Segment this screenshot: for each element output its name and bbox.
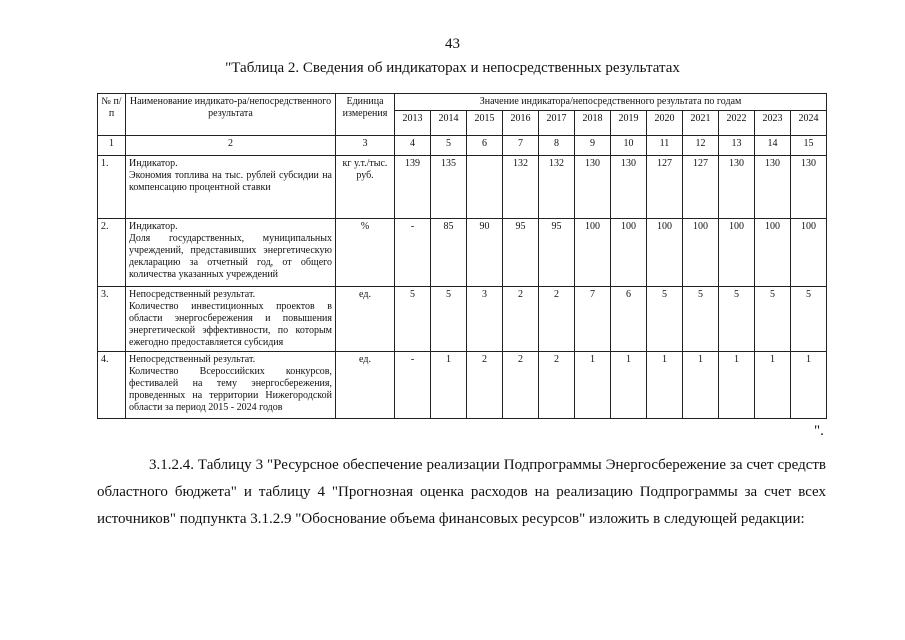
- table-row: [98, 352, 827, 419]
- row-value: -: [395, 219, 431, 287]
- column-number: 12: [683, 136, 719, 156]
- row-value: -: [395, 352, 431, 419]
- body-paragraph: 3.1.2.4. Таблицу 3 "Ресурсное обеспечение реализации Подпрограммы Энергосбережение за счет средств областного бюджета" и таблицу 4 "Прогнозная оценка расходов на реализацию Подпрограммы за счет всех источников" подпункта 3.1.2.9 "Обоснование объема финансовых ресурсов" изложить в следующей редакции:: [97, 457, 826, 527]
- column-number: 6: [467, 136, 503, 156]
- column-number: 10: [611, 136, 647, 156]
- row-unit: %: [336, 219, 395, 287]
- row-value: 130: [575, 156, 611, 219]
- row-value: 132: [503, 156, 539, 219]
- column-number: 8: [539, 136, 575, 156]
- closing-quote: ".: [814, 423, 824, 439]
- row-value: 85: [431, 219, 467, 287]
- row-name-line: Индикатор.: [129, 221, 178, 232]
- column-number: 7: [503, 136, 539, 156]
- column-number: 15: [791, 136, 827, 156]
- row-value: 5: [791, 287, 827, 352]
- row-name-line: Доля государственных, муниципальных учреждений, представивших энергетическую декларацию за отчетный год, от общего количества указанных учреждений: [129, 233, 332, 280]
- row-value: 2: [467, 352, 503, 419]
- row-value: 100: [791, 219, 827, 287]
- row-value: 1: [719, 352, 755, 419]
- header-values: Значение индикатора/непосредственного результата по годам: [395, 94, 827, 111]
- column-numbers-row: [98, 136, 827, 156]
- column-number: 14: [755, 136, 791, 156]
- year-header: 2023: [755, 111, 791, 136]
- row-name: [126, 156, 336, 219]
- table-body: [98, 94, 827, 419]
- year-header: 2019: [611, 111, 647, 136]
- row-value: 7: [575, 287, 611, 352]
- row-value: 135: [431, 156, 467, 219]
- row-value: 1: [647, 352, 683, 419]
- row-value: 5: [395, 287, 431, 352]
- row-value: [467, 156, 503, 219]
- table-row: [98, 219, 827, 287]
- indicators-table: [97, 93, 827, 419]
- row-number: 2.: [98, 219, 126, 287]
- row-value: 95: [503, 219, 539, 287]
- row-value: 5: [755, 287, 791, 352]
- row-number: 1.: [98, 156, 126, 219]
- row-value: 3: [467, 287, 503, 352]
- row-value: 127: [647, 156, 683, 219]
- year-header: 2016: [503, 111, 539, 136]
- row-number: 3.: [98, 287, 126, 352]
- table-row: [98, 156, 827, 219]
- header-name: Наименование индикато-ра/непосредственного результата: [126, 94, 336, 136]
- row-value: 130: [719, 156, 755, 219]
- row-unit: ед.: [336, 287, 395, 352]
- row-name-line: Индикатор.: [129, 158, 178, 169]
- row-value: 130: [755, 156, 791, 219]
- year-header: 2017: [539, 111, 575, 136]
- year-header: 2020: [647, 111, 683, 136]
- column-number: 9: [575, 136, 611, 156]
- row-value: 100: [719, 219, 755, 287]
- row-value: 2: [539, 352, 575, 419]
- row-name-line: Количество инвестиционных проектов в области энергосбережения и повышения энергетической эффективности, по которым ежегодно предоставляется субсидия: [129, 301, 332, 348]
- row-name-line: Количество Всероссийских конкурсов, фестивалей на тему энергосбережения, проведенных на территории Нижегородской области за период 2015 - 2024 годов: [129, 366, 332, 413]
- row-value: 100: [575, 219, 611, 287]
- column-number: 13: [719, 136, 755, 156]
- row-value: 1: [755, 352, 791, 419]
- row-name: [126, 219, 336, 287]
- header-row: [98, 94, 827, 111]
- row-value: 139: [395, 156, 431, 219]
- row-name-line: Непосредственный результат.: [129, 289, 256, 300]
- table-row: [98, 287, 827, 352]
- header-unit: Единица измерения: [336, 94, 395, 136]
- row-value: 5: [719, 287, 755, 352]
- column-number: 11: [647, 136, 683, 156]
- row-value: 127: [683, 156, 719, 219]
- year-header: 2018: [575, 111, 611, 136]
- row-value: 1: [611, 352, 647, 419]
- column-number: 4: [395, 136, 431, 156]
- row-unit: ед.: [336, 352, 395, 419]
- row-value: 6: [611, 287, 647, 352]
- row-value: 1: [791, 352, 827, 419]
- row-value: 100: [647, 219, 683, 287]
- year-header: 2014: [431, 111, 467, 136]
- page-number: 43: [445, 36, 460, 52]
- year-header: 2022: [719, 111, 755, 136]
- row-value: 5: [647, 287, 683, 352]
- row-value: 1: [575, 352, 611, 419]
- row-value: 2: [539, 287, 575, 352]
- row-value: 1: [683, 352, 719, 419]
- column-number: 3: [336, 136, 395, 156]
- column-number: 1: [98, 136, 126, 156]
- row-value: 130: [791, 156, 827, 219]
- year-header: 2013: [395, 111, 431, 136]
- row-value: 2: [503, 352, 539, 419]
- year-header: 2015: [467, 111, 503, 136]
- row-name: [126, 352, 336, 419]
- year-header: 2021: [683, 111, 719, 136]
- row-value: 95: [539, 219, 575, 287]
- column-number: 2: [126, 136, 336, 156]
- row-value: 90: [467, 219, 503, 287]
- year-header: 2024: [791, 111, 827, 136]
- row-value: 5: [683, 287, 719, 352]
- row-value: 100: [755, 219, 791, 287]
- row-name: [126, 287, 336, 352]
- row-name-line: Непосредственный результат.: [129, 354, 256, 365]
- row-name-line: Экономия топлива на тыс. рублей субсидии на компенсацию процентной ставки: [129, 170, 332, 193]
- header-num: № п/п: [98, 94, 126, 136]
- column-number: 5: [431, 136, 467, 156]
- row-value: 130: [611, 156, 647, 219]
- row-number: 4.: [98, 352, 126, 419]
- table-title: "Таблица 2. Сведения об индикаторах и непосредственных результатах: [225, 60, 680, 76]
- row-value: 5: [431, 287, 467, 352]
- row-value: 1: [431, 352, 467, 419]
- row-value: 100: [683, 219, 719, 287]
- row-unit: кг у.т./тыс. руб.: [336, 156, 395, 219]
- row-value: 100: [611, 219, 647, 287]
- row-value: 132: [539, 156, 575, 219]
- row-value: 2: [503, 287, 539, 352]
